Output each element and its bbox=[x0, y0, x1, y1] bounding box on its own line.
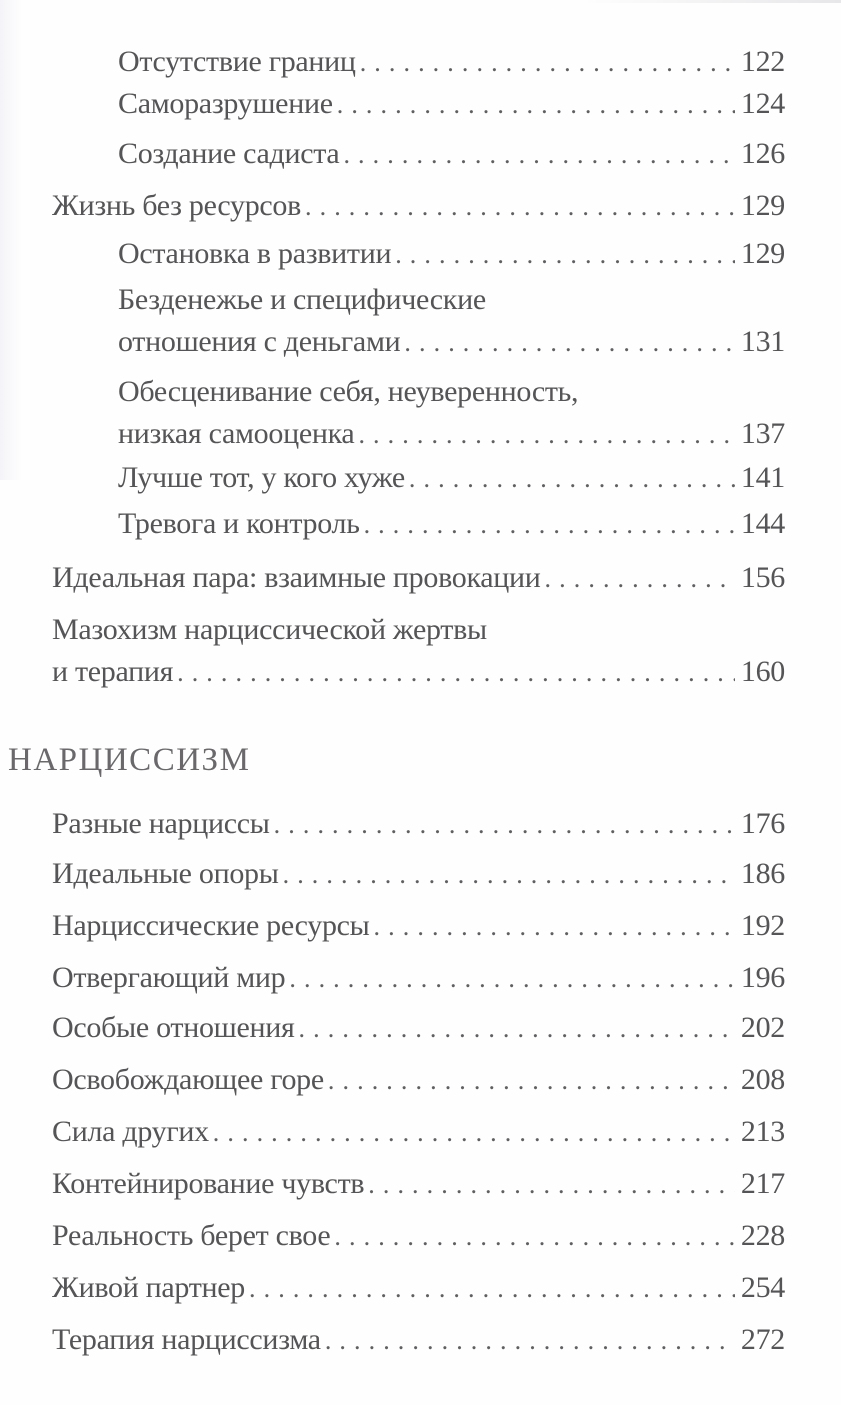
dot-leader bbox=[177, 652, 735, 694]
dot-leader bbox=[213, 1112, 735, 1154]
dot-leader bbox=[409, 458, 735, 500]
toc-page-number: 254 bbox=[740, 1271, 785, 1304]
toc-entry[interactable] bbox=[52, 957, 785, 999]
toc-entry[interactable] bbox=[52, 1267, 785, 1309]
dot-leader bbox=[360, 42, 735, 84]
dot-leader bbox=[289, 958, 735, 1000]
toc-entry-title: Разные нарциссы bbox=[52, 807, 270, 840]
toc-entry-title: Лучше тот, у кого хуже bbox=[118, 461, 405, 494]
toc-page-number: 202 bbox=[740, 1011, 785, 1044]
toc-entry[interactable] bbox=[52, 185, 785, 227]
toc-entry-title: Жизнь без ресурсов bbox=[52, 189, 301, 222]
toc-entry[interactable] bbox=[118, 503, 785, 545]
toc-entry-title: Отсутствие границ bbox=[118, 45, 356, 78]
toc-entry-title: Терапия нарциссизма bbox=[52, 1323, 321, 1356]
toc-entry-title: Тревога и контроль bbox=[118, 507, 360, 540]
toc-entry-title: Создание садиста bbox=[118, 137, 340, 170]
toc-page-number: 137 bbox=[740, 417, 785, 450]
toc-page-number: 144 bbox=[740, 507, 785, 540]
toc-entry-title: Особые отношения bbox=[52, 1011, 295, 1044]
toc-entry[interactable] bbox=[52, 1215, 785, 1257]
toc-page-number: 129 bbox=[740, 189, 785, 222]
dot-leader bbox=[249, 1268, 735, 1310]
toc-entry[interactable] bbox=[52, 557, 785, 599]
toc-entry-title: Нарциссические ресурсы bbox=[52, 909, 370, 942]
toc-entry[interactable] bbox=[52, 1319, 785, 1361]
dot-leader bbox=[283, 854, 735, 896]
toc-entry-title: Идеальная пара: взаимные провокации bbox=[52, 561, 541, 594]
dot-leader bbox=[374, 906, 735, 948]
toc-page-number: 131 bbox=[740, 325, 785, 358]
toc-entry-title: Остановка в развитии bbox=[118, 237, 392, 270]
toc-page-number: 126 bbox=[740, 137, 785, 170]
toc-entry-title: Саморазрушение bbox=[118, 87, 333, 120]
dot-leader bbox=[299, 1008, 735, 1050]
dot-leader bbox=[395, 234, 735, 276]
toc-page-number: 156 bbox=[740, 561, 785, 594]
toc-page-number: 176 bbox=[740, 807, 785, 840]
dot-leader bbox=[328, 1060, 735, 1102]
toc-entry-title: Идеальные опоры bbox=[52, 857, 279, 890]
toc-entry-title: низкая самооценка bbox=[118, 417, 355, 450]
toc-page-number: 196 bbox=[740, 961, 785, 994]
toc-entry[interactable] bbox=[52, 905, 785, 947]
dot-leader bbox=[404, 322, 735, 364]
toc-entry[interactable] bbox=[118, 279, 785, 363]
toc-page-number: 122 bbox=[740, 45, 785, 78]
toc-entry[interactable] bbox=[52, 1111, 785, 1153]
toc-entry-title-line: Безденежье и специфические bbox=[118, 283, 486, 316]
toc-entry-title: и терапия bbox=[52, 655, 174, 688]
toc-entry[interactable] bbox=[52, 1059, 785, 1101]
toc-entry[interactable] bbox=[118, 83, 785, 125]
section-heading: НАРЦИССИЗМ bbox=[8, 742, 251, 778]
toc-entry[interactable] bbox=[118, 133, 785, 175]
toc-page-number: 228 bbox=[740, 1219, 785, 1252]
dot-leader bbox=[358, 414, 734, 456]
toc-entry[interactable] bbox=[118, 233, 785, 275]
toc-entry-title: Реальность берет свое bbox=[52, 1219, 331, 1252]
toc-entry-title: Контейнирование чувств bbox=[52, 1167, 365, 1200]
dot-leader bbox=[337, 84, 735, 126]
toc-page-number: 192 bbox=[740, 909, 785, 942]
toc-entry[interactable] bbox=[118, 457, 785, 499]
toc-entry-title-line: Обесценивание себя, неуверенность, bbox=[118, 375, 579, 408]
dot-leader bbox=[274, 804, 735, 846]
toc-page-number: 208 bbox=[740, 1063, 785, 1096]
dot-leader bbox=[334, 1216, 735, 1258]
toc-entry[interactable] bbox=[118, 41, 785, 83]
dot-leader bbox=[325, 1320, 735, 1362]
toc-entry[interactable] bbox=[52, 803, 785, 845]
dot-leader bbox=[364, 504, 735, 546]
toc-entry-title: Сила других bbox=[52, 1115, 209, 1148]
toc-entry-title: отношения с деньгами bbox=[118, 325, 401, 358]
toc-entry-title-line: Мазохизм нарциссической жертвы bbox=[52, 613, 487, 646]
toc-entry[interactable] bbox=[52, 609, 785, 693]
toc-page-number: 129 bbox=[740, 237, 785, 270]
toc-page-number: 141 bbox=[740, 461, 785, 494]
toc-entry[interactable] bbox=[52, 1007, 785, 1049]
toc-page-number: 124 bbox=[740, 87, 785, 120]
toc-page-number: 272 bbox=[740, 1323, 785, 1356]
toc-entry-title: Живой партнер bbox=[52, 1271, 246, 1304]
toc-entry-title: Освобождающее горе bbox=[52, 1063, 324, 1096]
dot-leader bbox=[545, 558, 735, 600]
toc-entry[interactable] bbox=[52, 1163, 785, 1205]
dot-leader bbox=[305, 186, 735, 228]
toc-entry[interactable] bbox=[118, 371, 785, 455]
toc-page-number: 217 bbox=[740, 1167, 785, 1200]
toc-entry[interactable] bbox=[52, 853, 785, 895]
dot-leader bbox=[368, 1164, 735, 1206]
toc-page-number: 160 bbox=[740, 655, 785, 688]
toc-page-number: 186 bbox=[740, 857, 785, 890]
toc-entry-title: Отвергающий мир bbox=[52, 961, 286, 994]
page-top-edge bbox=[581, 0, 841, 3]
toc-page-number: 213 bbox=[740, 1115, 785, 1148]
dot-leader bbox=[343, 134, 734, 176]
page-edge-shadow bbox=[0, 0, 22, 480]
